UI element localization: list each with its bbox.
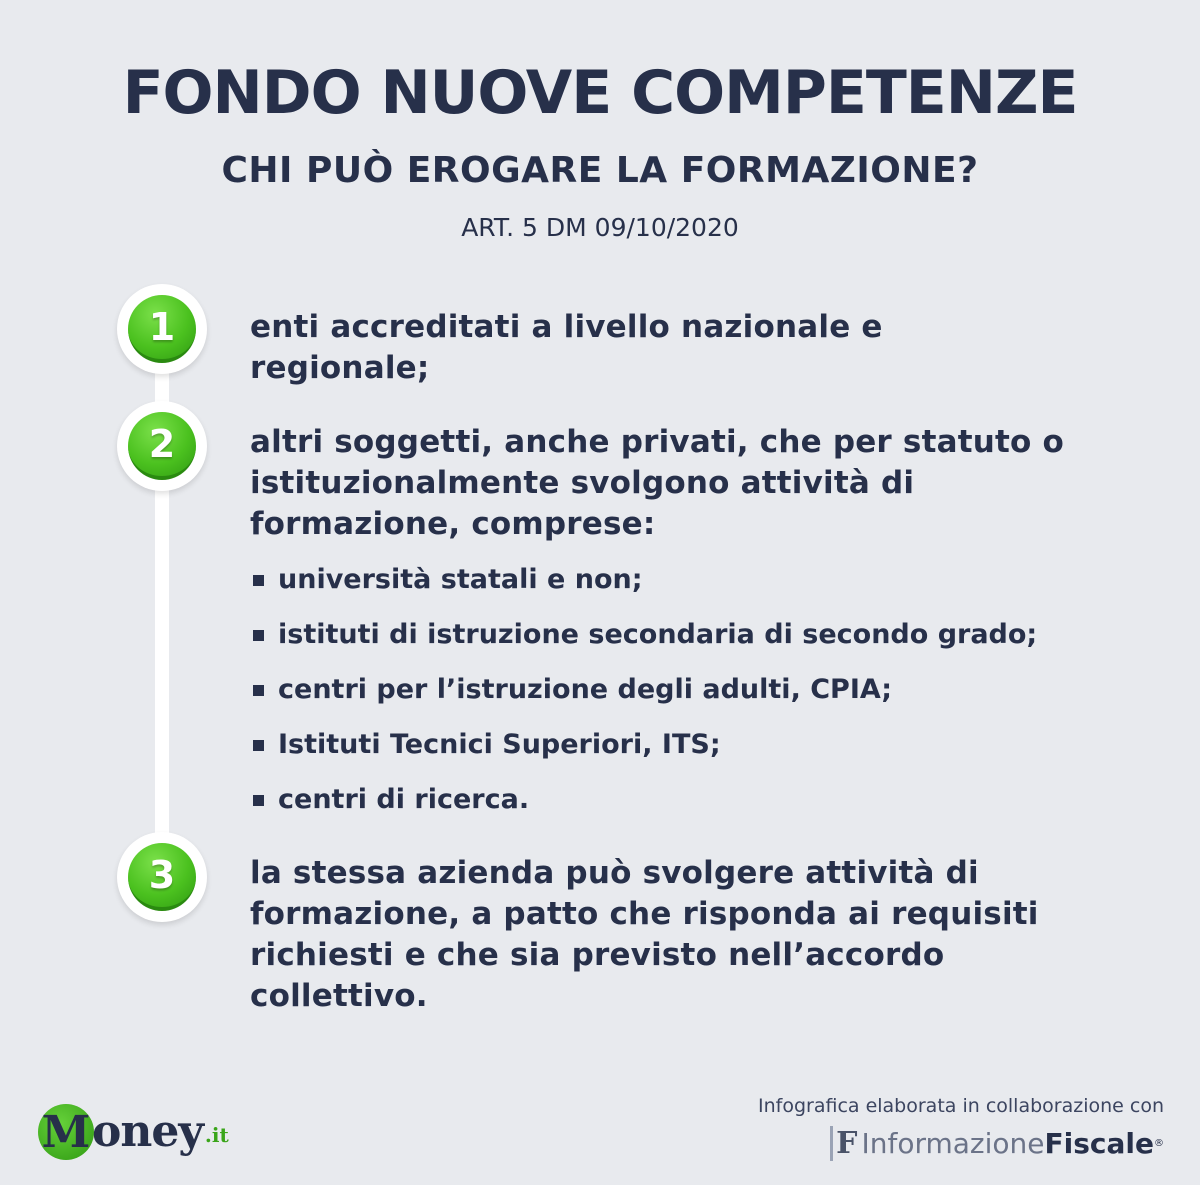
step-badge-1 bbox=[117, 284, 207, 374]
page-title: FONDO NUOVE COMPETENZE bbox=[122, 58, 1078, 128]
list-item bbox=[250, 780, 1070, 835]
square-bullet-icon bbox=[253, 630, 264, 641]
list-item bbox=[250, 670, 1070, 725]
list-item bbox=[250, 725, 1070, 780]
informazione-fiscale-logo[interactable] bbox=[830, 1125, 1164, 1161]
list-item-label: Istituti Tecnici Superiori, ITS; bbox=[278, 729, 721, 760]
partner-logo-bold: Fiscale bbox=[1044, 1126, 1154, 1160]
money-logo[interactable] bbox=[38, 1100, 229, 1160]
step-number-3: 3 bbox=[128, 843, 196, 911]
money-logo-suffix: .it bbox=[204, 1123, 229, 1147]
sub-item-list bbox=[250, 560, 1070, 835]
square-bullet-icon bbox=[253, 795, 264, 806]
step-number-1: 1 bbox=[128, 295, 196, 363]
step-text-1: enti accreditati a livello nazionale e regionale; bbox=[250, 309, 883, 386]
collaboration-credit: Infografica elaborata in collaborazione con bbox=[758, 1095, 1164, 1117]
list-item-label: università statali e non; bbox=[278, 564, 643, 595]
money-logo-word: oney bbox=[92, 1106, 203, 1157]
registered-mark: ® bbox=[1154, 1137, 1164, 1149]
partner-logo-light: Informazione bbox=[861, 1126, 1045, 1160]
step-number-2: 2 bbox=[128, 412, 196, 480]
step-badge-2 bbox=[117, 401, 207, 491]
list-item-label: istituti di istruzione secondaria di secondo grado; bbox=[278, 619, 1038, 650]
page-subtitle: CHI PUÒ EROGARE LA FORMAZIONE? bbox=[221, 150, 979, 191]
square-bullet-icon bbox=[253, 685, 264, 696]
square-bullet-icon bbox=[253, 575, 264, 586]
list-item bbox=[250, 615, 1070, 670]
money-logo-initial: M bbox=[38, 1104, 94, 1160]
step-text-3: la stessa azienda può svolgere attività di formazione, a patto che risponda ai requisiti richiesti e che sia previsto nell’accordo collettivo. bbox=[250, 855, 1039, 1014]
partner-logo-mark: F bbox=[830, 1126, 857, 1161]
step-badge-3 bbox=[117, 832, 207, 922]
step-text-2: altri soggetti, anche privati, che per statuto o istituzionalmente svolgono attività di formazione, comprese: bbox=[250, 424, 1064, 542]
square-bullet-icon bbox=[253, 740, 264, 751]
legal-reference: ART. 5 DM 09/10/2020 bbox=[461, 213, 739, 242]
list-item-label: centri per l’istruzione degli adulti, CPIA; bbox=[278, 674, 893, 705]
list-item bbox=[250, 560, 1070, 615]
list-item-label: centri di ricerca. bbox=[278, 784, 530, 815]
